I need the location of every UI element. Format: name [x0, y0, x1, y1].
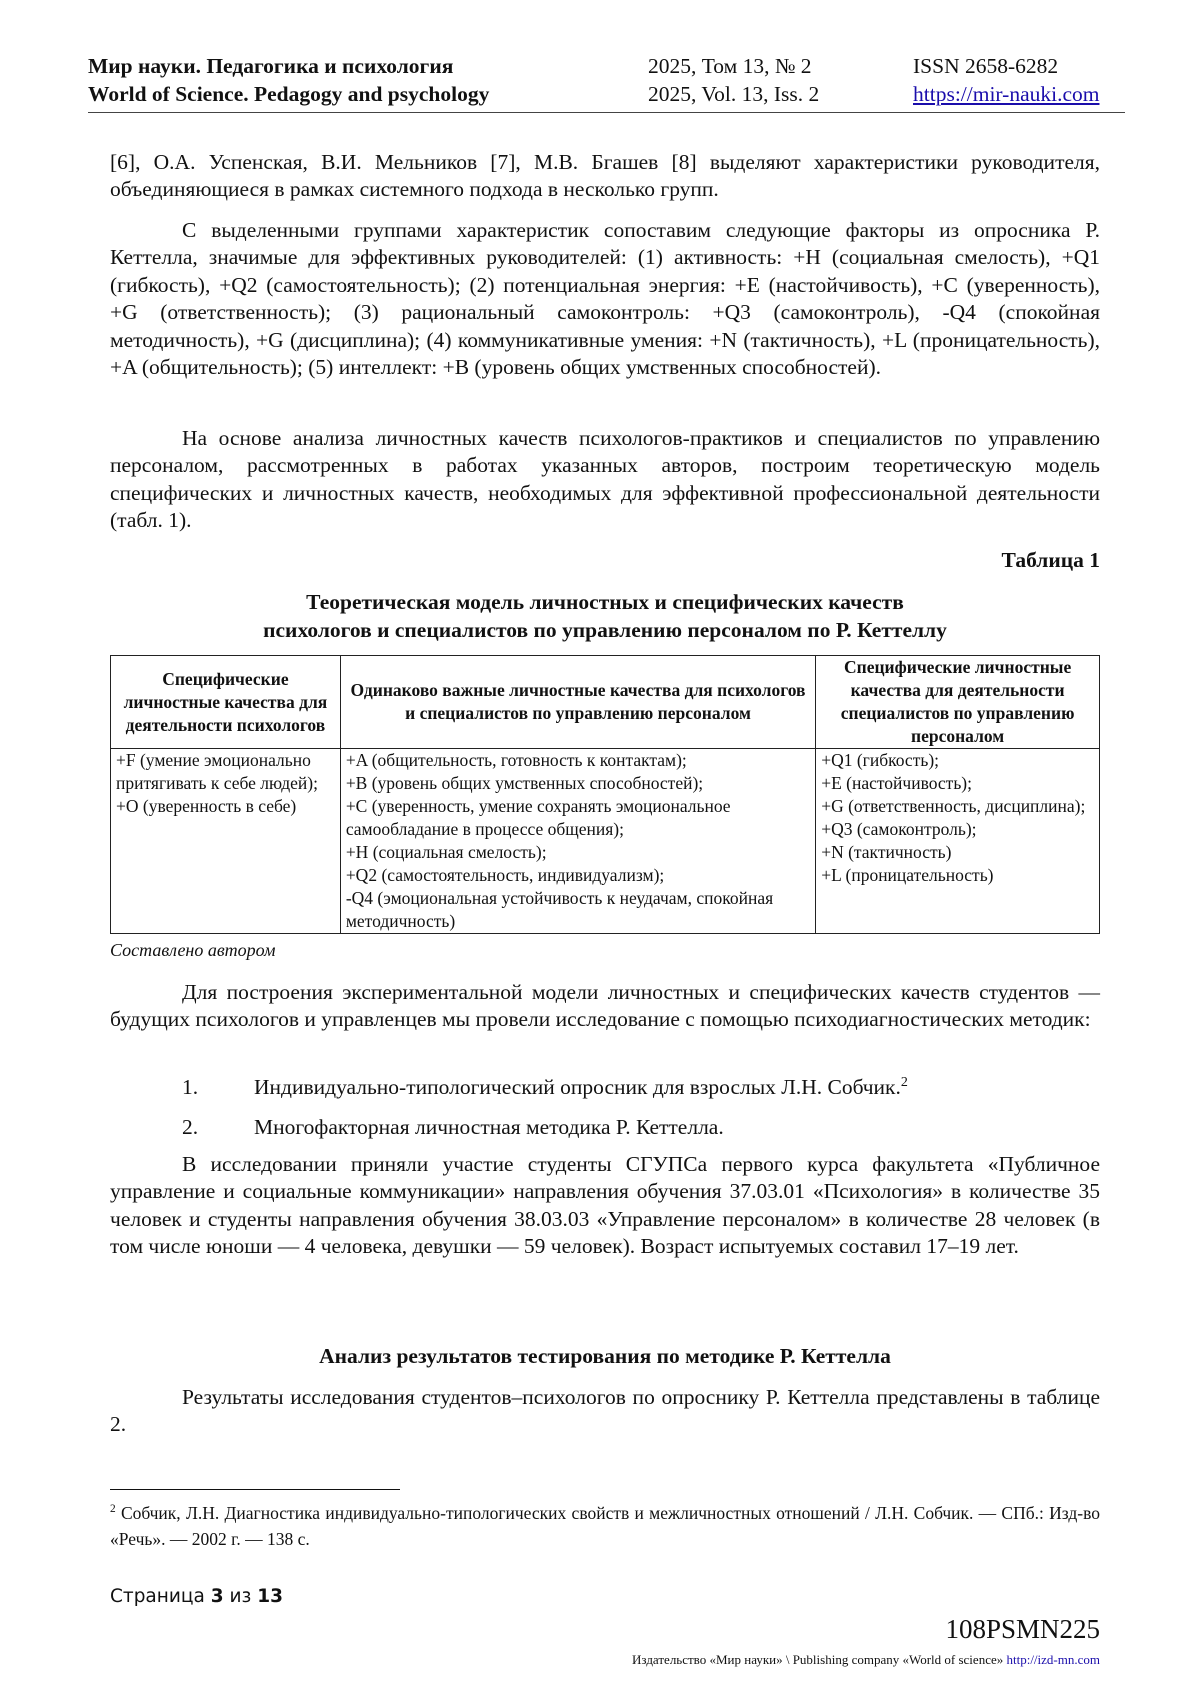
- issue-en: 2025, Vol. 13, Iss. 2: [648, 82, 820, 106]
- paragraph-6: Результаты исследования студентов–психологов по опроснику Р. Кеттелла представлены в таблице 2.: [110, 1385, 1100, 1437]
- cell-item: +F (умение эмоционально притягивать к себе людей);: [116, 750, 318, 793]
- list-number: 1.: [182, 1075, 199, 1099]
- publisher-line: Издательство «Мир науки» \ Publishing company «World of science» http://izd-mn.com: [632, 1652, 1100, 1667]
- header-divider: [88, 112, 1125, 113]
- list-item: Многофакторная личностная методика Р. Кеттелла.: [254, 1115, 724, 1139]
- paragraph-3: На основе анализа личностных качеств психологов-практиков и специалистов по управлению персоналом, рассмотренных в работах указанных авторов, построим теоретическую модель специфических и личностных качеств, необходимых для эффективной профессиональной деятельности (табл. 1).: [110, 426, 1100, 533]
- cell-item: +C (уверенность, умение сохранять эмоциональное самообладание в процессе общения);: [345, 796, 731, 839]
- cell-psychologists: [111, 749, 341, 934]
- paragraph-5: В исследовании приняли участие студенты СГУПСа первого курса факультета «Публичное управление и социальные коммуникации» направления обучения 37.03.01 «Психология» в количестве 35 человек и студенты направления обучения 38.03.03 «Управление персоналом» в количестве 28 человек (в том числе юноши — 4 человека, девушки — 59 человек). Возраст испытуемых составил 17–19 лет.: [110, 1152, 1100, 1259]
- page-indicator: Страница 3 из 13: [110, 1586, 283, 1607]
- paragraph-4: Для построения экспериментальной модели личностных и специфических качеств студентов — будущих психологов и управленцев мы провели исследование с помощью психодиагностических методик:: [110, 980, 1100, 1032]
- journal-title-ru: Мир науки. Педагогика и психология: [88, 54, 454, 78]
- table-label: Таблица 1: [1001, 548, 1100, 572]
- cell-item: +E (настойчивость);: [821, 773, 972, 793]
- issn: ISSN 2658-6282: [913, 54, 1059, 78]
- paragraph-1: [6], О.А. Успенская, В.И. Мельников [7], М.В. Бгашев [8] выделяют характеристики руководителя, объединяющиеся в рамках системного подхода в несколько групп.: [110, 150, 1100, 202]
- qualities-table: [110, 655, 1100, 934]
- footnote-mark: 2: [110, 1503, 116, 1516]
- cell-item: -Q4 (эмоциональная устойчивость к неудачам, спокойная методичность): [345, 888, 774, 931]
- header-psychologists: Специфические личностные качества для деятельности психологов: [111, 656, 341, 749]
- cell-item: +L (проницательность): [821, 865, 994, 885]
- page-current: 3: [210, 1586, 224, 1607]
- cell-item: +O (уверенность в себе): [116, 796, 297, 816]
- cell-item: +G (ответственность, дисциплина);: [821, 796, 1086, 816]
- cell-item: +Q3 (самоконтроль);: [821, 819, 977, 839]
- section-heading: Анализ результатов тестирования по методике Р. Кеттелла: [319, 1344, 891, 1368]
- table-title-line2: психологов и специалистов по управлению персоналом по Р. Кеттеллу: [263, 618, 947, 642]
- publisher-link[interactable]: http://izd-mn.com: [1006, 1652, 1100, 1667]
- cell-common: [340, 749, 815, 934]
- paragraph-2: С выделенными группами характеристик сопоставим следующие факторы из опросника Р. Кеттелла, значимые для эффективных руководителей: (1) активность: +H (социальная смелость), +Q1 (гибкость), +Q2 (самостоятельность); (2) потенциальная энергия: +E (настойчивость), +C (уверенность), +G (ответственность); (3) рациональный самоконтроль: +Q3 (самоконтроль), -Q4 (спокойная методичность), +G (дисциплина); (4) коммуникативные умения: +N (тактичность), +L (проницательность), +A (общительность); (5) интеллект: +B (уровень общих умственных способностей).: [110, 218, 1100, 380]
- cell-item: +A (общительность, готовность к контактам);: [345, 750, 687, 770]
- footnote: [110, 1500, 1100, 1552]
- table-header-row: [111, 656, 1100, 749]
- cell-item: +H (социальная смелость);: [345, 842, 547, 862]
- footnote-ref[interactable]: 2: [900, 1074, 908, 1090]
- header-common: Одинаково важные личностные качества для психологов и специалистов по управлению персоналом: [340, 656, 815, 749]
- list-item: Индивидуально-типологический опросник для взрослых Л.Н. Собчик.$^2$: [254, 1074, 908, 1099]
- cell-hr: [816, 749, 1100, 934]
- cell-item: +B (уровень общих умственных способностей);: [345, 773, 704, 793]
- page-total: 13: [257, 1586, 283, 1607]
- journal-title-en: World of Science. Pedagogy and psychology: [88, 82, 490, 106]
- footnote-divider: [110, 1489, 400, 1490]
- issue-ru: 2025, Том 13, № 2: [648, 54, 812, 78]
- table-title-line1: Теоретическая модель личностных и специфических качеств: [306, 590, 904, 614]
- table-source-note: Составлено автором: [110, 940, 276, 960]
- header-hr: Специфические личностные качества для деятельности специалистов по управлению персоналом: [816, 656, 1100, 749]
- footnote-text: Собчик, Л.Н. Диагностика индивидуально-типологических свойств и межличностных отношений / Л.Н. Собчик. — СПб.: Изд-во «Речь». — 2002 г. — 138 с.: [110, 1503, 1101, 1549]
- cell-item: +Q2 (самостоятельность, индивидуализм);: [345, 865, 665, 885]
- cell-item: +N (тактичность): [821, 842, 952, 862]
- list-number: 2.: [182, 1115, 199, 1139]
- table-row: [111, 749, 1100, 934]
- journal-url-link[interactable]: https://mir-nauki.com: [913, 82, 1100, 106]
- cell-item: +Q1 (гибкость);: [821, 750, 940, 770]
- article-code: 108PSMN225: [945, 1614, 1100, 1644]
